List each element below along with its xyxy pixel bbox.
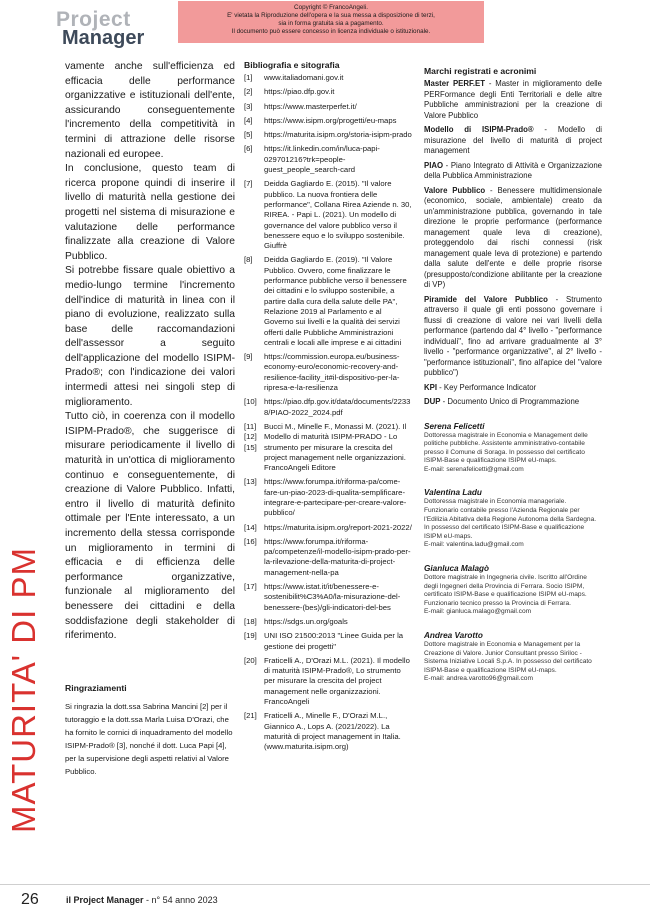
- section-title-vertical: [7, 520, 41, 860]
- reference-item: [244, 617, 412, 627]
- reference-text: https://commission.europa.eu/business-economy-euro/economic-recovery-and-resilience-facility_it#il-dispositivo-per-la-ripresa-e-la-resilienza: [264, 352, 400, 393]
- magazine-logo: [56, 8, 146, 49]
- page-number: 26: [21, 891, 39, 908]
- acronym-definition: - Strumento attraverso il quale gli enti possono governare i flussi di creazione di valore nei vari livelli della performance (partendo dal 4° livello - "performance individuali", fino ad arrivare gradualmente al 3° livello - "performance organizzative", al 2° livello - "performance istituzionali", fino all'apice del "valore pubblico"): [424, 294, 602, 377]
- acronym-definition: - Benessere multidimensionale (economico, sociale, ambientale) creato da un'amministrazione pubblica, governando in tale direzione le proprie performance (performance management quale leva di creazione), proteggendolo dai rischi connessi (risk management quale leva di protezione) e partendo dalla salute dell'ente e delle proprie risorse (presupposto/condizione abilitante per la creazione di VP): [424, 185, 602, 289]
- logo-word-manager: Manager: [62, 27, 145, 49]
- body-paragraph: Tutto ciò, in coerenza con il modello ISIPM-Prado®, che suggerisce di misurare periodicamente il livello di maturità in un'ottica di miglioramento continuo e conseguentemente, di creazione di Valore Pubblico. Infatti, entro il livello di maturità definito ottimale per l'Ente interessato, a un incremento della stessa corrisponde un miglioramento in termini di efficacia e di efficienza delle performance organizzative, funzionale al miglioramento del benessere dei cittadini e della soddisfazione degli stakeholder di riferimento.: [65, 411, 235, 642]
- body-paragraph: Si potrebbe fissare quale obiettivo a medio-lungo termine l'incremento dell'indice di maturità in linea con il piano di evoluzione, realizzato sulla base delle raccomandazioni dell'assessor a seguito dell'applicazione del modello ISIPM-Prado®; con l'indicazione dei valori intermedi attesi nei singoli step di miglioramento.: [65, 265, 235, 408]
- reference-text: Fraticelli A., D'Orazi M.L. (2021). Il modello di maturità ISIPM-Prado®, Lo strumento per misurare la crescita del project management nelle organizzazioni. FrancoAngeli: [264, 655, 410, 707]
- author-bio: [424, 564, 602, 617]
- reference-text: https://maturita.isipm.org/report-2021-2022/: [264, 522, 412, 532]
- reference-list: [244, 73, 412, 753]
- acronym-term: Valore Pubblico: [424, 185, 486, 195]
- reference-item: [244, 397, 412, 418]
- reference-text: Fraticelli A., Minelle F., D'Orazi M.L., Giannico A., Lops A. (2021/2022). La maturità di project management in Italia. (www.maturita.isipm.org): [264, 711, 401, 752]
- acronyms-heading: Marchi registrati e acronimi: [424, 66, 537, 76]
- acronym-term: DUP: [424, 397, 441, 406]
- author-description: Dottore magistrale in Economia e Management per la Creazione di Valore. Junior Consultant presso Siriloc - Sistema Iniziative Locali S.p.A. In possesso del certificato ISIPM-Base e qualificazione ISIPM eU-maps.: [424, 641, 592, 674]
- reference-text: https://www.forumpa.it/riforma-pa/competenze/il-modello-isipm-prado-per-la-rilevazione-della-maturita-di-project-management-nella-pa: [264, 536, 411, 577]
- notice-line: E' vietata la Riproduzione dell'opera e la sua messa a disposizione di terzi,: [227, 12, 435, 19]
- notice-line: Il documento può essere concesso in licenza individuale o istituzionale.: [231, 28, 431, 35]
- acronym-entry: [424, 397, 602, 408]
- reference-number: [16]: [244, 536, 257, 546]
- reference-number: [6]: [244, 144, 253, 154]
- acronym-entry: [424, 186, 602, 291]
- acronym-entry: [424, 125, 602, 157]
- reference-item: [244, 102, 412, 112]
- reference-item: [244, 477, 412, 518]
- copyright-notice: [178, 1, 484, 43]
- acronym-definition: - Master in miglioramento delle PERFormance degli Enti Territoriali e delle altre Pubbliche amministrazioni per la creazione di Valore Pubblico: [424, 79, 602, 120]
- reference-number: [1]: [244, 73, 253, 82]
- reference-text: https://www.forumpa.it/riforma-pa/come-fare-un-piao-2023-di-qualita-semplificare-integrare-e-partecipare-per-creare-valore-pubblico/: [264, 477, 407, 518]
- reference-number: [20]: [244, 655, 257, 665]
- section-title-text: MATURITA' DI PM: [5, 547, 42, 833]
- reference-item: [244, 87, 412, 97]
- acronym-term: Modello di ISIPM-Prado®: [424, 125, 534, 134]
- reference-number: [3]: [244, 101, 253, 111]
- bibliography-column: [244, 60, 412, 757]
- acronym-term: Master PERF.ET: [424, 79, 486, 88]
- author-description: Dottoressa magistrale in Economia e Management delle politiche pubbliche. Assistente amministrativo-contabile presso il Comune di Soraga. In possesso del certificato ISIPM-Base e qualificazione ISIPM eU-maps.: [424, 431, 588, 465]
- footer-divider: [0, 884, 650, 885]
- author-bios: [424, 422, 602, 684]
- reference-text: https://it.linkedin.com/in/luca-papi-029701216?trk=people-guest_people_search-card: [264, 144, 380, 175]
- reference-item: [244, 144, 412, 175]
- notice-line: sia in forma gratuita sia a pagamento.: [278, 20, 384, 27]
- reference-number: [7]: [244, 179, 253, 189]
- author-name: Gianluca Malagò: [424, 564, 490, 574]
- acronym-term: KPI: [424, 382, 437, 392]
- reference-item: [244, 631, 412, 652]
- acronym-definition: - Documento Unico di Programmazione: [440, 397, 580, 406]
- reference-text: Deidda Gagliardo E. (2019). "Il Valore Pubblico. Ovvero, come finalizzare le performance pubbliche verso il benessere dei cittadini e lo sviluppo sostenibile, a partire dalla cura della salute delle PA", Relazione 2019 al Parlamento e al Governo sui livelli e la qualità dei servizi offerti dalle Pubbliche Amministrazioni centrali e locali alle imprese e ai cittadini: [264, 255, 407, 347]
- magazine-name: il Project Manager: [66, 895, 144, 905]
- author-description: Dottore magistrale in Ingegneria civile. Iscritto all'Ordine degli Ingegneri della Provincia di Ferrara. Socio ISIPM, certificato ISIPM-Base e qualificazione ISIPM eU-maps. Funzionario tecnico presso la Provincia di Ferrara.: [424, 574, 587, 607]
- body-paragraph: vamente anche sull'efficienza ed efficacia delle performance organizzative e istituzionali dell'ente, assicurando conseguentemente l'incremento della competitività in termini di attrazione delle risorse nazionali ed europee.: [65, 61, 235, 160]
- acronym-term: PIAO: [424, 160, 444, 170]
- reference-number: [14]: [244, 522, 257, 532]
- reference-item: [244, 523, 412, 533]
- reference-text: https://sdgs.un.org/goals: [264, 616, 348, 626]
- reference-item: [244, 582, 412, 613]
- reference-item: [244, 255, 412, 348]
- reference-item: [244, 537, 412, 578]
- reference-text: https://www.isipm.org/progetti/eu-maps: [264, 115, 397, 125]
- reference-number: [17]: [244, 582, 257, 592]
- acknowledgements-text: Si ringrazia la dott.ssa Sabrina Mancini [2] per il tutoraggio e la dott.ssa Marla Luisa D'Orazi, che ha fornito le cornici di inquadramento del modello ISIPM-Prado® [3], nonché il dott. Luca Papi [4], per la supervisione degli aspetti relativi al Valore Pubblico.: [65, 702, 233, 776]
- notice-line: Copyright © FrancoAngeli.: [294, 4, 368, 11]
- acronym-entry: [424, 383, 602, 394]
- reference-number: [18]: [244, 616, 257, 626]
- author-email: E-mail: andrea.varotto96@gmail.com: [424, 675, 533, 683]
- reference-text: https://piao.dfp.gov.it/data/documents/22338/PIAO-2022_2024.pdf: [264, 397, 411, 417]
- acronym-definition: - Modello di misurazione del livello di maturità di project management: [424, 125, 602, 155]
- acronym-entry: [424, 295, 602, 379]
- right-column: [424, 60, 602, 684]
- author-name: Valentina Ladu: [424, 488, 482, 498]
- reference-number: [11][12][15]: [244, 421, 257, 452]
- reference-text: https://www.masterperfet.it/: [264, 101, 357, 111]
- reference-number: [10]: [244, 397, 257, 407]
- acronym-term: Piramide del Valore Pubblico: [424, 294, 548, 304]
- author-bio: [424, 422, 602, 475]
- reference-item: [244, 352, 412, 393]
- acronym-list: [424, 79, 602, 408]
- reference-number: [9]: [244, 352, 253, 362]
- reference-item: [244, 422, 412, 473]
- reference-number: [8]: [244, 255, 253, 265]
- reference-number: [5]: [244, 130, 253, 140]
- reference-number: [19]: [244, 631, 257, 641]
- reference-item: [244, 711, 412, 752]
- author-name: Andrea Varotto: [424, 631, 483, 640]
- body-column: [65, 60, 235, 644]
- reference-number: [4]: [244, 115, 253, 125]
- reference-item: [244, 73, 412, 83]
- reference-number: [2]: [244, 87, 253, 97]
- reference-item: [244, 130, 412, 140]
- bibliography-heading: Bibliografia e sitografia: [244, 60, 340, 70]
- acronym-entry: [424, 79, 602, 121]
- logo-word-project: Project: [56, 8, 131, 31]
- reference-item: [244, 179, 412, 251]
- issue-info: - n° 54 anno 2023: [143, 895, 218, 905]
- reference-item: [244, 116, 412, 126]
- reference-text: https://piao.dfp.gov.it: [264, 87, 335, 97]
- author-description: Dottoressa magistrale in Economia manageriale. Funzionario contabile presso l'Azienda Regionale per l'Edilizia Abitativa della Regione Autonoma della Sardegna. In possesso del certificato ISIPM-Base e qualificazione ISIPM eU-maps.: [424, 498, 597, 540]
- author-bio: [424, 631, 602, 684]
- reference-text: www.italiadomani.gov.it: [264, 73, 344, 82]
- author-bio: [424, 488, 602, 550]
- reference-item: [244, 656, 412, 707]
- reference-number: [21]: [244, 711, 257, 721]
- author-name: Serena Felicetti: [424, 421, 485, 431]
- author-email: E-mail: valentina.ladu@gmail.com: [424, 541, 524, 549]
- acknowledgements-heading: Ringraziamenti: [65, 683, 127, 693]
- author-email: E-mail: gianluca.malago@gmail.com: [424, 608, 532, 616]
- reference-text: UNI ISO 21500:2013 "Linee Guida per la gestione dei progetti": [264, 631, 404, 651]
- author-email: E-mail: serenafelicetti@gmail.com: [424, 465, 524, 473]
- reference-text: Deidda Gagliardo E. (2015). "Il valore pubblico. La nuova frontiera delle performance", Collana Rirea Aziende n. 30, RIREA. - Papi L. (2021). Un modello di governance del valore pubblico verso il benessere equo e lo sviluppo sostenibile. Giuffrè: [264, 179, 412, 251]
- acronym-entry: [424, 161, 602, 182]
- acronym-definition: - Piano Integrato di Attività e Organizzazione della Pubblica Amministrazione: [424, 160, 602, 180]
- reference-text: Bucci M., Minelle F., Monassi M. (2021). Il Modello di maturità ISIPM-PRADO - Lo strumento per misurare la crescita del project management nelle organizzazioni. FrancoAngeli Editore: [264, 421, 407, 473]
- reference-text: https://www.istat.it/it/benessere-e-sostenibilit%C3%A0/la-misurazione-del-benessere-(bes)/gli-indicatori-del-bes: [264, 582, 401, 612]
- footer-credit: [66, 895, 218, 905]
- reference-text: https://maturita.isipm.org/storia-isipm-prado: [264, 130, 412, 140]
- acronym-definition: - Key Performance Indicator: [437, 382, 537, 392]
- reference-number: [13]: [244, 477, 257, 487]
- body-paragraph: In conclusione, questo team di ricerca propone quindi di inserire il livello di maturità nella gestione dei progetti nel sistema di misurazione e valutazione delle performance finalizzate alla creazione di Valore Pubblico.: [65, 163, 235, 262]
